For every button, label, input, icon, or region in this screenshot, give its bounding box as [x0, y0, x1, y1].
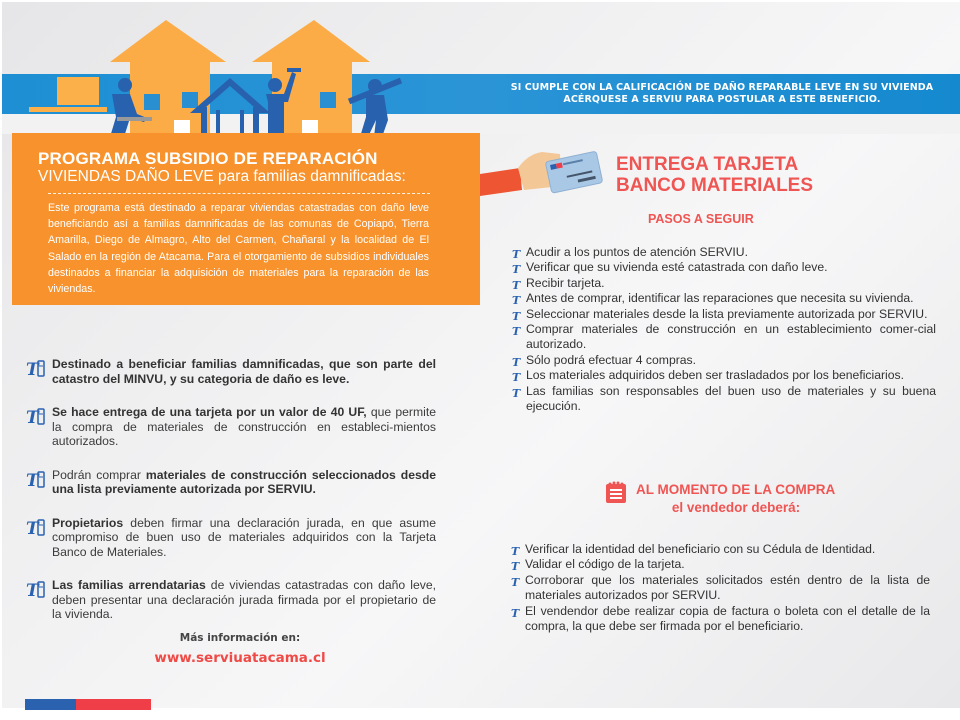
list-item: [26, 468, 436, 497]
step-text: Sólo podrá efectuar 4 compras.: [526, 352, 697, 367]
list-item: [511, 245, 936, 260]
program-subtitle: [38, 168, 406, 185]
list-item: [26, 405, 436, 449]
bullet-icon: T: [512, 294, 521, 308]
flag-blue-bar: [25, 699, 76, 710]
entrega-title: [616, 154, 813, 196]
list-item: [511, 353, 936, 368]
bullet-icon: T: [511, 545, 520, 558]
bullet-text: deben firmar una declaración jurada, en que asume compromiso de buen uso de materiales adquiridos con la Tarjeta Banco de Materiales.: [52, 515, 436, 559]
step-text: Las familias son responsables del buen uso de materiales y su buena ejecución.: [526, 383, 936, 414]
list-item: [510, 557, 930, 572]
bullet-bold: Se hace entrega de una tarjeta por un valor de 40 UF,: [52, 405, 367, 419]
left-bullet-list: [26, 357, 436, 641]
bullet-icon: T: [512, 263, 521, 277]
notepad-icon: [604, 480, 628, 504]
bullet-icon: T: [511, 575, 520, 589]
bullet-bold: materiales de construcción seleccionados desde una lista previamente autorizada por SERVIU.: [52, 467, 436, 496]
painter-icon: [268, 78, 282, 92]
construction-illustration: [2, 2, 482, 137]
list-item: [511, 307, 936, 322]
step-text: Comprar materiales de construcción en un establecimiento comer-cial autorizado.: [526, 322, 936, 352]
bullet-icon: T: [511, 560, 520, 574]
list-item: [510, 573, 930, 604]
list-item: [510, 542, 930, 557]
bullet-bold: Destinado a beneficiar familias damnificadas, que son parte del catastro del MINVU, y su categoria de daño es leve.: [52, 357, 436, 386]
bullet-icon: T: [512, 309, 521, 323]
list-item: [511, 260, 936, 275]
vendor-item-text: Validar el código de la tarjeta.: [525, 557, 685, 572]
program-title: PROGRAMA SUBSIDIO DE REPARACIÓN: [38, 149, 378, 168]
list-item: [26, 357, 436, 386]
list-item: [26, 516, 436, 560]
step-text: Seleccionar materiales desde la lista previamente autorizada por SERVIU.: [526, 306, 928, 321]
step-text: Acudir a los puntos de atención SERVIU.: [526, 245, 748, 259]
vendor-item-text: El vendendor debe realizar copia de factura o boleta con el detalle de la compra, la que debe ser firmada por el beneficiario.: [525, 603, 930, 634]
bullet-icon: [26, 470, 48, 490]
vendor-list: [510, 542, 930, 634]
svg-text:T: T: [26, 470, 39, 490]
list-item: [511, 368, 936, 383]
list-item: [510, 604, 930, 635]
vendor-item-text: Corroborar que los materiales solicitados estén dentro de la lista de materiales autorizados por SERVIU.: [525, 572, 930, 603]
list-item: [511, 322, 936, 353]
bullet-text: Podrán comprar: [52, 467, 146, 482]
momento-title: AL MOMENTO DE LA COMPRA: [636, 482, 836, 497]
entrega-title-line-2: BANCO MATERIALES: [616, 175, 814, 196]
website-link[interactable]: www.serviuatacama.cl: [154, 650, 326, 666]
bullet-icon: T: [512, 325, 521, 339]
bullet-icon: T: [511, 606, 520, 620]
svg-text:T: T: [26, 518, 39, 538]
list-item: [511, 291, 936, 306]
step-text: Recibir tarjeta.: [526, 275, 605, 290]
divider: [48, 193, 430, 194]
bullet-bold: Propietarios: [52, 515, 124, 530]
svg-text:T: T: [26, 360, 39, 379]
bullet-text: que permite la compra de materiales de construcción en estableci-mientos autorizados.: [52, 405, 437, 448]
bullet-icon: T: [512, 371, 521, 385]
list-item: [511, 384, 936, 415]
program-description: Este programa está destinado a reparar viviendas catastradas con daño leve beneficiando así a familias damnificadas de las comunas de Copiapó, Tierra Amarilla, Diego de Almagro, Alto del Carmen, Chañaral y la localidad de El Salado en la región de Atacama. Para el otorgamiento de subsidios individuales destinados a financiar la adquisición de materiales para la reparación de las viviendas.: [48, 202, 429, 296]
flag-red-bar: [76, 699, 151, 710]
worker-icon: [118, 78, 132, 92]
vendor-item-text: Verificar la identidad del beneficiario con su Cédula de Identidad.: [525, 542, 876, 556]
banner-text: [488, 82, 956, 106]
program-subtitle-rest: para familias damnificadas:: [213, 168, 406, 185]
list-item: [26, 578, 436, 622]
step-text: Verificar que su vivienda esté catastrada con daño leve.: [526, 260, 828, 275]
pasos-heading: PASOS A SEGUIR: [648, 212, 754, 226]
list-item: [511, 276, 936, 291]
bullet-icon: T: [512, 386, 521, 400]
bullet-icon: [26, 518, 48, 538]
entrega-title-line-1: ENTREGA TARJETA: [616, 154, 799, 175]
banner-line-1: SI CUMPLE CON LA CALIFICACIÓN DE DAÑO REPARABLE LEVE EN SU VIVIENDA: [510, 82, 934, 93]
bullet-icon: [26, 580, 48, 600]
hand-card-icon: [480, 146, 610, 198]
step-text: Antes de comprar, identificar las reparaciones que necesita su vivienda.: [526, 291, 914, 306]
banner-line-2: ACÉRQUESE A SERVIU PARA POSTULAR A ESTE BENEFICIO.: [563, 94, 881, 105]
bricks-icon: [57, 77, 99, 105]
steps-list: [511, 245, 936, 414]
momento-subtitle: el vendedor deberá:: [671, 500, 801, 515]
program-subtitle-caps: VIVIENDAS DAÑO LEVE: [38, 168, 214, 185]
more-info-label: Más información en:: [179, 632, 301, 644]
bullet-text: de viviendas catastradas con daño leve, deben presentar una declaración jurada firmada por el propietario de la vivienda.: [52, 578, 436, 621]
bullet-icon: T: [512, 248, 521, 261]
svg-text:T: T: [26, 408, 39, 427]
svg-text:T: T: [26, 581, 39, 600]
bullet-icon: T: [512, 278, 521, 292]
bullet-bold: Las familias arrendatarias: [52, 578, 206, 592]
step-text: Los materiales adquiridos deben ser trasladados por los beneficiarios.: [526, 368, 905, 383]
bullet-icon: [26, 407, 48, 427]
bullet-icon: [26, 359, 48, 379]
bullet-icon: T: [512, 355, 521, 369]
